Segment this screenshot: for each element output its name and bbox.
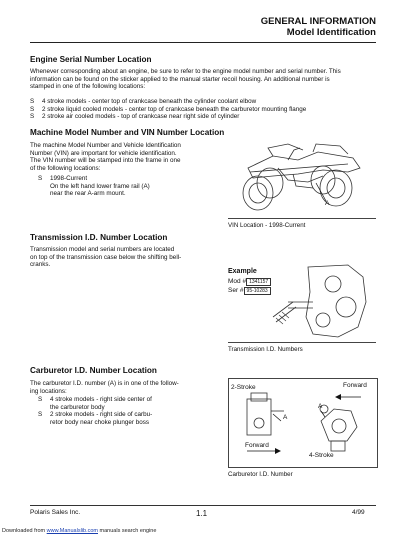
footer-page-number: 1.1 [196, 509, 208, 518]
mod-number-row: Mod # 1341157 [228, 278, 271, 285]
ser-number-value: 95-10283 [244, 287, 271, 295]
engine-intro-line: information can be found on the sticker applied to the manual starter recoil housing. An additional number is [30, 75, 330, 83]
carb-bullets: S 4 stroke models - right side center of the carburetor body S 2 stroke models - right side of carbu- retor body near choke plunger boss [38, 396, 228, 426]
label-forward-top: Forward [343, 382, 367, 389]
engine-intro-line: stamped in one of the following locations: [30, 83, 146, 91]
carb-illustration [229, 379, 377, 467]
label-a-left: A [283, 414, 288, 421]
carb-text: The carburetor I.D. number (A) is in one of the follow- ing locations: [30, 380, 179, 395]
atv-caption: VIN Location - 1998-Current [228, 222, 306, 229]
header-title: GENERAL INFORMATION [260, 16, 376, 27]
list-item: S 4 stroke models - center top of crankcase beneath the cylinder coolant elbow [30, 98, 257, 105]
transmission-caption: Transmission I.D. Numbers [228, 346, 303, 353]
list-item: S 2 stroke liquid cooled models - center top of crankcase beneath the carburetor mounting flange [30, 105, 307, 113]
bullet-symbol: S [38, 411, 43, 419]
machine-text: The machine Model Number and Vehicle Identification Number (VIN) are important for vehicle identification. The VIN number will be stamped into the frame in one of the following locations: [30, 142, 181, 172]
transmission-figure [228, 262, 376, 343]
carb-figure [228, 378, 378, 468]
atv-figure [228, 138, 376, 219]
ser-number-row: Ser # 95-10283 [228, 287, 271, 294]
header [261, 16, 376, 38]
bullet-symbol: S [30, 105, 35, 113]
atv-illustration [228, 138, 376, 218]
bullet-symbol: S [30, 113, 35, 121]
vin-location-item: S 1998-Current On the left hand lower frame rail (A) near the rear A-arm mount. [38, 175, 150, 198]
example-title: Example [228, 268, 257, 275]
carb-heading: Carburetor I.D. Number Location [30, 366, 157, 375]
bullet-symbol: S [30, 98, 35, 105]
mod-number-value: 1341157 [246, 278, 271, 286]
footer-date: 4/99 [352, 509, 365, 516]
header-rule [30, 42, 376, 43]
engine-heading: Engine Serial Number Location [30, 55, 152, 64]
list-item: S 4 stroke models - right side center of [38, 396, 152, 403]
manualslib-link[interactable]: www.Manualslib.com [46, 528, 98, 534]
engine-intro-line: Whenever corresponding about an engine, be sure to refer to the engine model number and serial number. This [30, 68, 341, 75]
engine-bullets [30, 98, 380, 121]
footer-company: Polaris Sales Inc. [30, 509, 81, 516]
label-forward-bottom: Forward [245, 442, 269, 449]
download-note: Downloaded from www.Manualslib.com manuals search engine [2, 528, 157, 534]
label-4-stroke: 4-Stroke [309, 452, 334, 459]
list-item: S 2 stroke air cooled models - top of crankcase near right side of cylinder [30, 113, 240, 121]
list-item: S 2 stroke models - right side of carbu- [38, 411, 153, 419]
label-a-right: A [318, 403, 323, 410]
carb-caption: Carburetor I.D. Number [228, 471, 293, 478]
bullet-symbol: S [38, 175, 43, 182]
footer-rule [30, 505, 376, 506]
header-subtitle: Model Identification [286, 27, 376, 38]
engine-intro [30, 68, 380, 91]
transmission-heading: Transmission I.D. Number Location [30, 233, 168, 242]
vin-location-label: A [325, 200, 330, 207]
machine-heading: Machine Model Number and VIN Number Location [30, 128, 225, 137]
transmission-text: Transmission model and serial numbers are located on top of the transmission case below the shifting bell- cranks. [30, 246, 182, 269]
bullet-symbol: S [38, 396, 43, 403]
label-2-stroke: 2-Stroke [231, 384, 256, 391]
